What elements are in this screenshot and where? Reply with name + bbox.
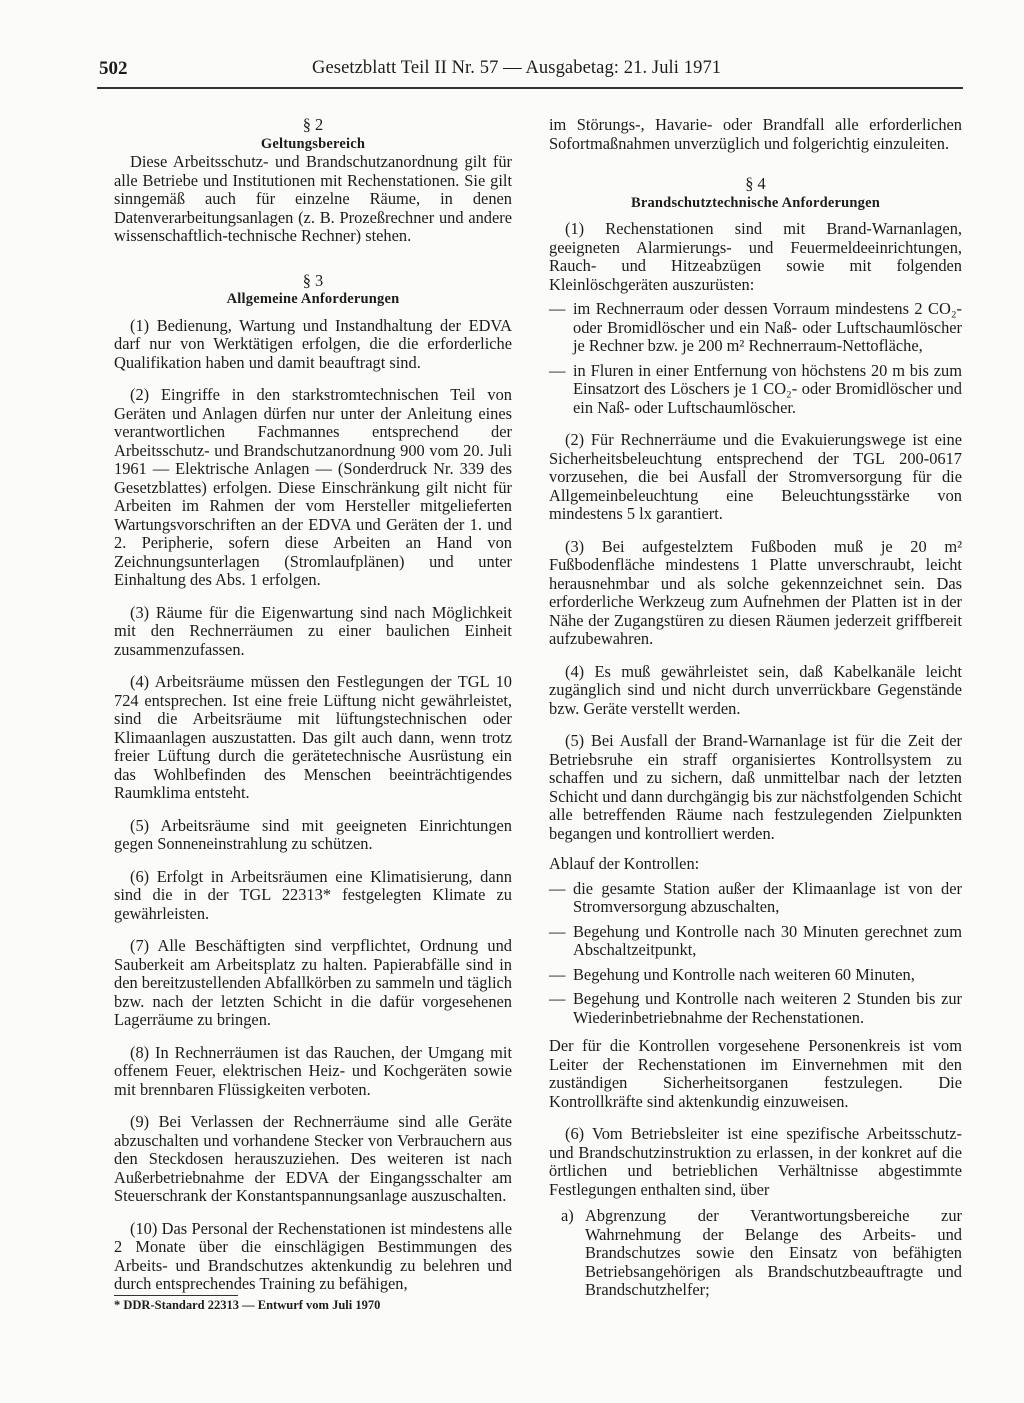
list-dash: — — [549, 964, 566, 984]
s3-paragraph-8: (8) In Rechnerräumen ist das Rauchen, der Umgang mit offenem Feuer, elektrischen Heiz- und Kochgeräten sowie mit brennbaren Flüssigkeiten verboten. — [114, 1042, 512, 1099]
list-dash: — — [549, 878, 566, 898]
right-column — [549, 116, 962, 1300]
section-3-title: Allgemeine Anforderungen — [226, 291, 400, 307]
list-item-text: die gesamte Station außer der Klimaanlage ist von der Stromversorgung abzuschalten, — [573, 878, 962, 916]
checks-heading: Ablauf der Kontrollen: — [549, 854, 700, 873]
s3-paragraph-3: (3) Räume für die Eigenwartung sind nach Möglichkeit mit den Rechnerräumen zu einer baulichen Einheit zusammenzufassen. — [114, 602, 512, 659]
s3-paragraph-2: (2) Eingriffe in den starkstromtechnischen Teil von Geräten und Anlagen dürfen nur unter der Anleitung eines verantwortlichen Fachmannes entsprechend der Arbeitsschutz- und Brandschutzanordnung 900 vom 20. Juli 1961 — Elektrische Anlagen — (Sonderdruck Nr. 339 des Gesetzblattes) erfolgen. Diese Einschränkung gilt nicht für Arbeiten im Rahmen der vom Hersteller mitgelieferten Wartungsvorschriften an der EDVA und Geräten der 1. und 2. Peripherie, sofern diese Arbeiten an Hand von Zeichnungsunterlagen (Stromlaufplänen) und unter Einhaltung des Abs. 1 erfolgen. — [114, 385, 512, 589]
list-item — [549, 1207, 962, 1300]
page-header — [97, 58, 963, 88]
list-item — [549, 966, 962, 985]
s3-paragraph-9: (9) Bei Verlassen der Rechnerräume sind alle Geräte abzuschalten und vorhandene Stecker von Verbrauchern aus den Steckdosen herauszuziehen. Des weiteren ist nach Außerbetriebnahme der EDVA der Eingangsschalter am Steuerschrank der Konstantspannungsanlage auszuschalten. — [114, 1112, 512, 1205]
list-item-text: Begehung und Kontrolle nach weiteren 60 Minuten, — [573, 964, 915, 984]
section-2-title: Geltungsbereich — [260, 135, 366, 152]
s3-paragraph-4: (4) Arbeitsräume müssen den Festlegungen der TGL 10 724 entsprechen. Ist eine freie Lüftung nicht gewährleistet, sind die Arbeitsräume mit lüftungstechnischen oder Klimaanlagen auszustatten. Das gilt auch dann, wenn trotz freier Lüftung durch die gerätetechnische Ausrüstung ein das Wohlbefinden des Menschen beeinträchtigendes Raumklima entsteht. — [114, 672, 512, 802]
list-dash: — — [549, 360, 566, 380]
personnel-paragraph: Der für die Kontrollen vorgesehene Personenkreis ist vom Leiter der Rechenstationen im Einvernehmen mit den zuständigen Sicherheitsorganen festzulegen. Die Kontrollkräfte sind aktenkundig einzuweisen. — [549, 1036, 962, 1111]
list-item — [549, 362, 962, 418]
list-item-text: Abgrenzung der Verantwortungsbereiche zur Wahrnehmung der Belange des Arbeits- und Brandschutzes sowie den Einsatz von befähigten Betriebsangehörigen als Brandschutzbeauftragte und Brandschutzhelfer; — [585, 1206, 962, 1299]
list-item-text: Begehung und Kontrolle nach weiteren 2 Stunden bis zur Wiederinbetriebnahme der Rechenstationen. — [573, 989, 962, 1027]
s3-paragraph-10: (10) Das Personal der Rechenstationen ist mindestens alle 2 Monate über die einschlägigen Bestimmungen des Arbeits- und Brandschutzes aktenkundig zu belehren und durch entsprechendes Training zu befähigen, — [114, 1218, 512, 1293]
list-item — [549, 990, 962, 1027]
section-2-number: § 2 — [302, 115, 324, 134]
section-4-number: § 4 — [745, 174, 766, 193]
list-item — [549, 300, 962, 356]
s4-paragraph-3: (3) Bei aufgestelztem Fußboden muß je 20 m² Fußbodenfläche mindestens 1 Platte unverschraubt, leicht herausnehmbar und als solche gekennzeichnet sein. Das erforderliche Werkzeug zum Aufnehmen der Platten ist in der Nähe der Zugangstüren zu diesen Räumen jederzeit griffbereit aufzubewahren. — [549, 536, 962, 648]
list-dash: — — [549, 989, 566, 1008]
list-item-text: im Rechnerraum oder dessen Vorraum mindestens 2 CO₂- oder Bromidlöscher und ein Naß- oder Luftschaumlöscher je Rechner bzw. je 200 m² Rechnerraum-Nettofläche, — [573, 299, 962, 355]
s4-paragraph-2: (2) Für Rechnerräume und die Evakuierungswege ist eine Sicherheitsbeleuchtung entsprechend der TGL 200-0617 vorzusehen, die bei Ausfall der Stromversorgung für die Allgemeinbeleuchtung eine Beleuchtungsstärke von mindestens 5 lx garantiert. — [549, 430, 962, 523]
s3-paragraph-7: (7) Alle Beschäftigten sind verpflichtet, Ordnung und Sauberkeit am Arbeitsplatz zu halten. Papierabfälle sind in den bereitzustellenden Abfallkörben zu sammeln und täglich bzw. nach der letzten Schicht in die dafür vorgesehenen Lagerräume zu bringen. — [114, 936, 512, 1029]
page-number: 502 — [99, 58, 128, 79]
footnote: * DDR-Standard 22313 — Entwurf vom Juli 1970 — [114, 1298, 381, 1312]
section-2-text: Diese Arbeitsschutz- und Brandschutzanordnung gilt für alle Betriebe und Institutionen mit Rechenstationen. Sie gilt sinngemäß auch für einzelne Räume, in denen Datenverarbeitungsanlagen (z. B. Prozeßrechner und andere wissenschaftlich-technische Rechner) stehen. — [114, 152, 512, 245]
section-4-title: Brandschutztechnische Anforderungen — [630, 194, 881, 211]
list-item-text: Begehung und Kontrolle nach 30 Minuten gerechnet zum Abschaltzeitpunkt, — [573, 921, 962, 959]
s4-paragraph-1: (1) Rechenstationen sind mit Brand-Warnanlagen, geeigneten Alarmierungs- und Feuermeldeeinrichtungen, Rauch- und Hitzeabzügen sowie mit folgenden Kleinlöschgeräten auszurüsten: — [549, 219, 962, 294]
s4-paragraph-4: (4) Es muß gewährleistet sein, daß Kabelkanäle leicht zugänglich sind und nicht durch unverrückbare Gegenstände bzw. Geräte verstellt werden. — [549, 661, 962, 718]
s3-paragraph-6: (6) Erfolgt in Arbeitsräumen eine Klimatisierung, dann sind die in der TGL 22313* festgelegten Klimate zu gewährleisten. — [114, 866, 512, 923]
s3-paragraph-1: (1) Bedienung, Wartung und Instandhaltung der EDVA darf nur von Werktätigen erfolgen, die die erforderliche Qualifikation haben und damit beauftragt sind. — [114, 315, 512, 372]
s3-continuation: im Störungs-, Havarie- oder Brandfall alle erforderlichen Sofortmaßnahmen unverzüglich und folgerichtig einzuleiten. — [549, 115, 962, 153]
left-column — [114, 116, 512, 1294]
list-dash: — — [549, 299, 566, 318]
running-title: Gesetzblatt Teil II Nr. 57 — Ausgabetag: 21. Juli 1971 — [312, 58, 722, 78]
list-dash: — — [549, 921, 566, 941]
list-item — [549, 923, 962, 960]
s4-paragraph-6: (6) Vom Betriebsleiter ist eine spezifische Arbeitsschutz- und Brandschutzinstruktion zu erlassen, in der konkret auf die örtlichen und betrieblichen Verhältnisse abgestimmte Festlegungen enthalten sind, über — [549, 1124, 962, 1199]
list-item-text: in Fluren in einer Entfernung von höchstens 20 m bis zum Einsatzort des Löschers je 1 CO₂- oder Bromidlöscher und ein Naß- oder Luftschaumlöscher. — [573, 360, 962, 417]
section-3-number: § 3 — [302, 270, 324, 290]
footnote-rule — [114, 1295, 238, 1296]
list-item — [549, 880, 962, 917]
header-rule — [97, 87, 963, 89]
list-letter: a) — [561, 1206, 574, 1225]
s4-paragraph-5: (5) Bei Ausfall der Brand-Warnanlage ist für die Zeit der Betriebsruhe ein straff organisiertes Kontrollsystem zu schaffen und zu sichern, daß unmittelbar nach der letzten Schicht und dann durchgängig bis zur nächstfolgenden Schicht alle betreffenden Räume nach festzulegenden Zielpunkten begangen und kontrolliert werden. — [549, 731, 962, 843]
s3-paragraph-5: (5) Arbeitsräume sind mit geeigneten Einrichtungen gegen Sonneneinstrahlung zu schützen. — [114, 815, 512, 853]
